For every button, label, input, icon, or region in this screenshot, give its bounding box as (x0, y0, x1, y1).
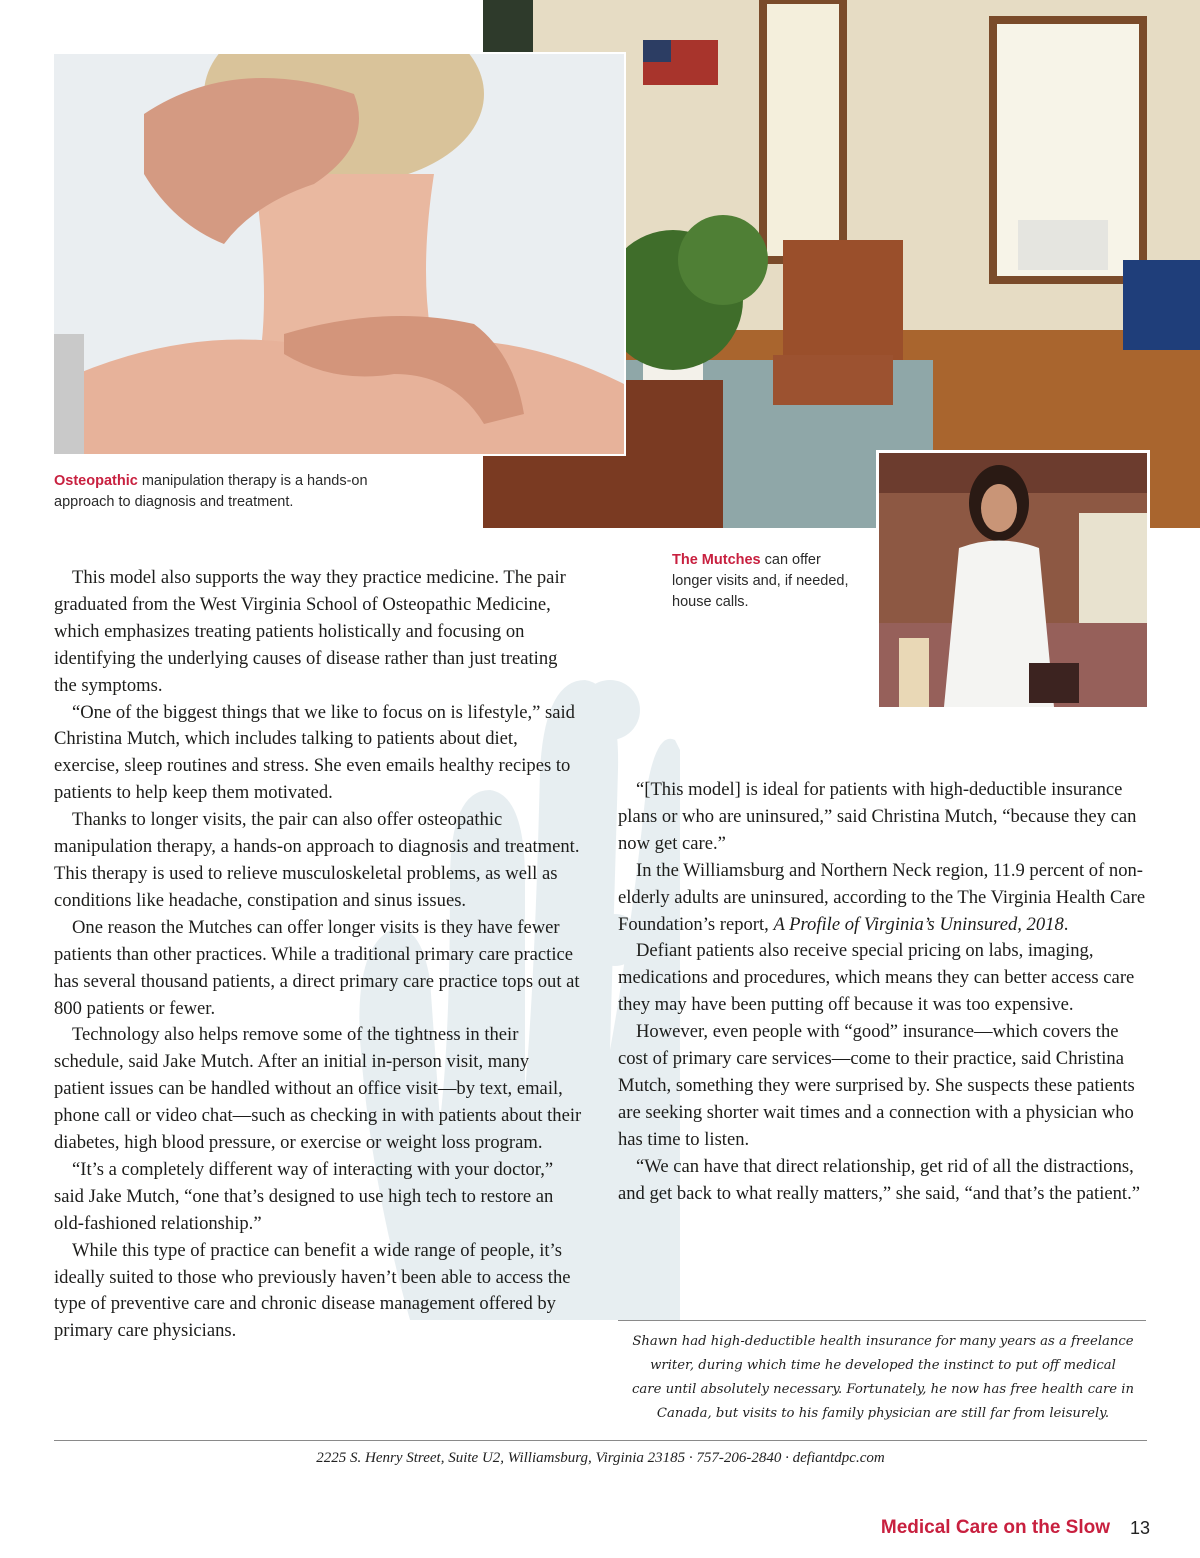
caption-text: can offer (760, 552, 821, 568)
article-column-right (618, 777, 1148, 1208)
neck-massage-photo (52, 52, 626, 456)
footer-divider (54, 1440, 1147, 1441)
caption-lead: Osteopathic (54, 473, 138, 489)
article-text: . (1063, 913, 1069, 935)
caption-text: house calls. (672, 594, 749, 610)
article-text: In the Williamsburg and Northern Neck region, 11.9 percent of non-elderly adults are uninsured, according to the The Virginia Health Care Foundation’s report, (618, 859, 1146, 935)
article-paragraph: This model also supports the way they practice medicine. The pair graduated from the West Virginia School of Osteopathic Medicine, which emphasizes treating patients holistically and focusing on identifying the underlying causes of disease rather than just treating the symptoms. (54, 567, 566, 696)
author-bio (618, 1330, 1148, 1426)
caption-lead: The Mutches (672, 552, 761, 568)
article-column-left (54, 565, 584, 1345)
article-paragraph: “One of the biggest things that we like to focus on is lifestyle,” said Christina Mutch, which includes talking to patients about diet, exercise, sleep routines and stress. She even emails healthy recipes to patients to help keep them motivated. (54, 701, 575, 804)
neck-photo-illustration (54, 54, 624, 454)
running-head: Medical Care on the Slow (880, 1517, 1110, 1538)
article-paragraph: Defiant patients also receive special pricing on labs, imaging, medications and procedures, which means they can better access care they may have been putting off because it was too expensive. (618, 940, 1135, 1016)
article-paragraph: Technology also helps remove some of the tightness in their schedule, said Jake Mutch. After an initial in-person visit, many patient issues can be handled without an office visit—by text, email, phone call or video chat—such as checking in with patients about their diabetes, high blood pressure, or exercise or weight loss program. (54, 1024, 582, 1154)
caption-text: approach to diagnosis and treatment. (54, 494, 294, 510)
doctor-photo-caption (672, 550, 872, 613)
doctor-photo-illustration (879, 453, 1147, 707)
bio-line: Shawn had high-deductible health insurance for many years as a freelance (632, 1334, 1134, 1349)
neck-photo-caption (54, 471, 454, 513)
bio-divider (618, 1320, 1146, 1321)
report-title: A Profile of Virginia’s Uninsured, 2018 (773, 913, 1064, 935)
article-paragraph: While this type of practice can benefit a wide range of people, it’s ideally suited to those who previously haven’t been able to access the type of preventive care and chronic disease management offered by primary care physicians. (54, 1239, 571, 1342)
article-paragraph: However, even people with “good” insurance—which covers the cost of primary care services—come to their practice, said Christina Mutch, something they were surprised by. She suspects these patients are seeking shorter wait times and a connection with a physician who has time to listen. (618, 1021, 1135, 1150)
page-number: 13 (1130, 1518, 1151, 1538)
bio-line: Canada, but visits to his family physician are still far from leisurely. (656, 1406, 1110, 1421)
caption-text: manipulation therapy is a hands-on (137, 473, 368, 489)
doctor-photo (876, 450, 1150, 710)
bio-line: writer, during which time he developed the instinct to put off medical (650, 1358, 1116, 1373)
article-paragraph: Thanks to longer visits, the pair can also offer osteopathic manipulation therapy, a hands-on approach to diagnosis and treatment. This therapy is used to relieve musculoskeletal problems, as well as conditions like headache, constipation and sinus issues. (54, 809, 580, 911)
caption-text: longer visits and, if needed, (672, 573, 849, 589)
practice-address: 2225 S. Henry Street, Suite U2, Williamsburg, Virginia 23185 · 757-206-2840 · defiantdpc.com (316, 1450, 885, 1466)
article-paragraph: “It’s a completely different way of interacting with your doctor,” said Jake Mutch, “one that’s designed to use high tech to restore an old-fashioned relationship.” (54, 1158, 554, 1234)
article-paragraph (618, 858, 1148, 939)
article-paragraph: “We can have that direct relationship, get rid of all the distractions, and get back to what really matters,” she said, “and that’s the patient.” (618, 1155, 1140, 1204)
article-paragraph: “[This model] is ideal for patients with high-deductible insurance plans or who are uninsured,” said Christina Mutch, “because they can now get care.” (618, 779, 1137, 854)
bio-line: care until absolutely necessary. Fortunately, he now has free health care in (632, 1382, 1134, 1397)
article-paragraph: One reason the Mutches can offer longer visits is they have fewer patients than other practices. While a traditional primary care practice has several thousand patients, a direct primary care practice tops out at 800 patients or fewer. (54, 916, 580, 1019)
